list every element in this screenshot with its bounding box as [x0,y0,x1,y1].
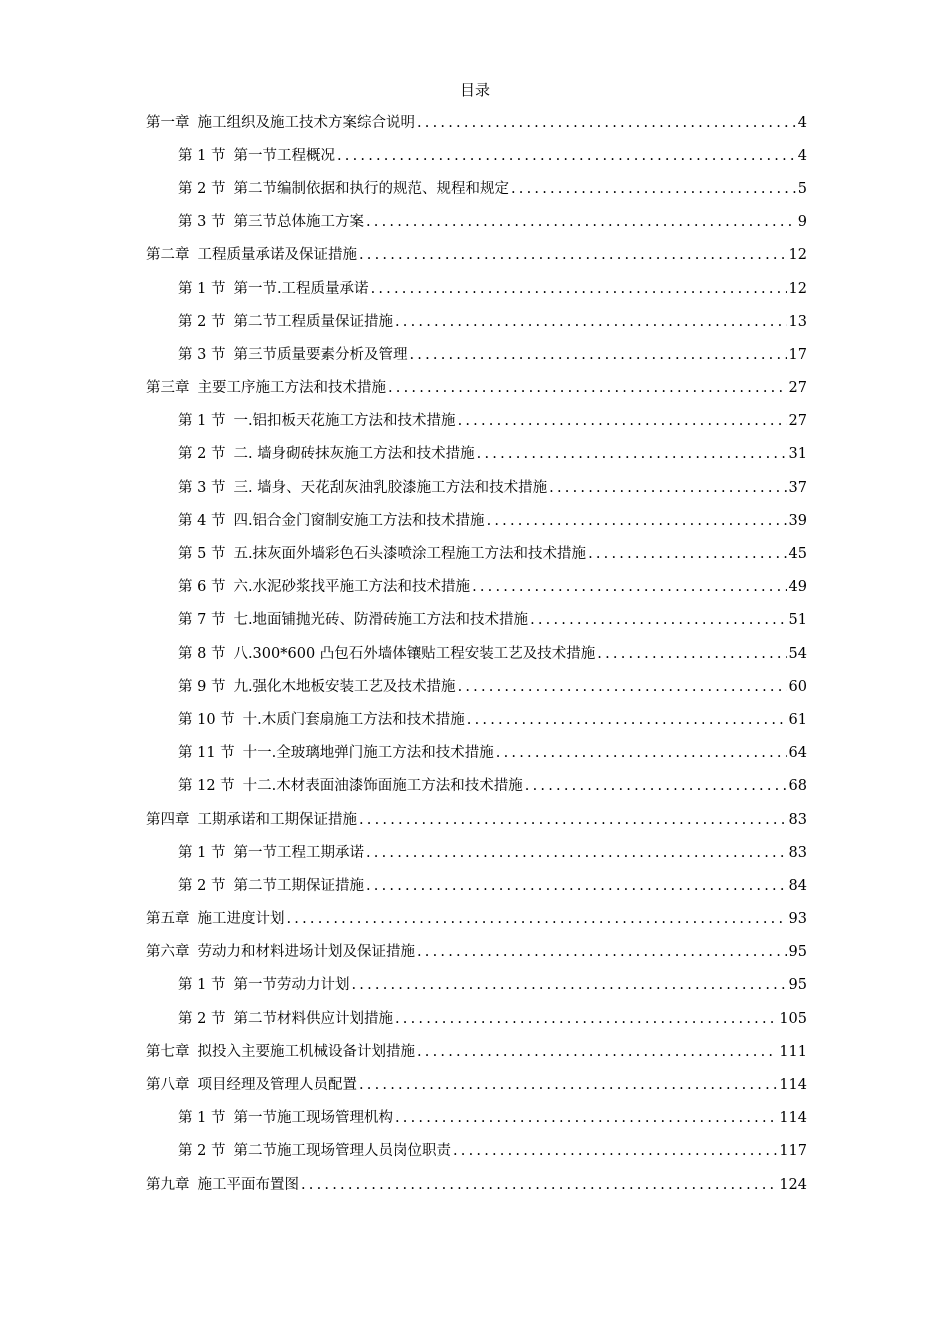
dot-leader [359,245,787,265]
toc-entry-title: 项目经理及管理人员配置 [197,1077,357,1094]
toc-entry-label: 第 2 节 [178,1143,226,1160]
toc-entry-label: 第 10 节 [178,711,235,728]
toc-section-entry[interactable] [0,504,950,537]
dot-leader [496,743,787,763]
toc-entry-label: 第 5 节 [178,546,226,563]
toc-entry-label: 第 9 节 [178,678,226,695]
dot-leader [453,1141,777,1161]
toc-section-entry[interactable] [0,1135,950,1168]
toc-chapter-entry[interactable] [0,239,950,272]
toc-entry-page-number: 84 [788,877,807,894]
dot-leader [371,279,787,299]
toc-entry-page-number: 5 [797,180,807,197]
toc-section-entry[interactable] [0,637,950,670]
toc-entry-label: 第七章 [146,1043,190,1060]
toc-entry-page-number: 111 [779,1043,807,1060]
toc-entry-title: 第二节工期保证措施 [233,877,364,894]
toc-entry-page-number: 49 [788,579,807,596]
toc-section-entry[interactable] [0,703,950,736]
toc-entry-label: 第 1 节 [178,147,226,164]
toc-entry-page-number: 68 [788,778,807,795]
toc-entry-label: 第 7 节 [178,612,226,629]
toc-entry-label: 第 1 节 [178,1110,226,1127]
dot-leader [301,1175,777,1195]
toc-section-entry[interactable] [0,670,950,703]
toc-section-entry[interactable] [0,1002,950,1035]
toc-entry-title: 十一.全玻璃地弹门施工方法和技术措施 [242,745,494,762]
dot-leader [395,1108,777,1128]
toc-entry-label: 第五章 [146,911,190,928]
toc-chapter-entry[interactable] [0,1035,950,1068]
toc-section-entry[interactable] [0,604,950,637]
toc-entry-title: 一.铝扣板天花施工方法和技术措施 [233,413,456,430]
toc-entry-label: 第三章 [146,380,190,397]
dot-leader [409,345,786,365]
toc-entry-title: 施工组织及施工技术方案综合说明 [197,114,415,131]
dot-leader [337,146,796,166]
toc-entry-label: 第 2 节 [178,1010,226,1027]
toc-entry-label: 第 1 节 [178,413,226,430]
toc-section-entry[interactable] [0,438,950,471]
toc-entry-page-number: 117 [779,1143,807,1160]
dot-leader [395,312,787,332]
toc-entry-page-number: 17 [788,346,807,363]
toc-entry-label: 第 3 节 [178,214,226,231]
toc-entry-label: 第 1 节 [178,977,226,994]
toc-entry-title: 第一节.工程质量承诺 [233,280,369,297]
toc-section-entry[interactable] [0,206,950,239]
toc-entry-label: 第四章 [146,811,190,828]
dot-leader [359,810,787,830]
toc-entry-title: 第一节工程工期承诺 [233,844,364,861]
dot-leader [287,909,787,929]
toc-entry-label: 第二章 [146,247,190,264]
toc-entry-page-number: 51 [788,612,807,629]
dot-leader [525,776,787,796]
toc-entry-page-number: 9 [797,214,807,231]
toc-entry-page-number: 93 [788,911,807,928]
toc-entry-page-number: 27 [788,380,807,397]
toc-entry-label: 第 12 节 [178,778,235,795]
toc-entry-page-number: 64 [788,745,807,762]
toc-entry-title: 九.强化木地板安装工艺及技术措施 [233,678,456,695]
toc-section-entry[interactable] [0,537,950,570]
toc-entry-title: 第三节质量要素分析及管理 [233,346,408,363]
toc-chapter-entry[interactable] [0,903,950,936]
toc-entry-title: 工期承诺和工期保证措施 [197,811,357,828]
toc-section-entry[interactable] [0,338,950,371]
toc-entry-label: 第一章 [146,114,190,131]
toc-entry-title: 第一节劳动力计划 [233,977,350,994]
dot-leader [458,677,787,697]
toc-entry-title: 第一节工程概况 [233,147,335,164]
toc-entry-title: 十二.木材表面油漆饰面施工方法和技术措施 [242,778,523,795]
toc-entry-title: 八.300*600 凸包石外墙体镶贴工程安装工艺及技术措施 [233,645,596,662]
toc-entry-page-number: 45 [788,546,807,563]
toc-entry-title: 主要工序施工方法和技术措施 [197,380,386,397]
toc-entry-page-number: 124 [779,1176,807,1193]
toc-section-entry[interactable] [0,272,950,305]
toc-entry-label: 第八章 [146,1077,190,1094]
toc-title: 目录 [459,81,490,99]
toc-entry-title: 第三节总体施工方案 [233,214,364,231]
toc-entry-title: 第二节施工现场管理人员岗位职责 [233,1143,451,1160]
toc-section-entry[interactable] [0,172,950,205]
toc-entry-page-number: 114 [779,1110,807,1127]
dot-leader [477,444,787,464]
toc-entry-label: 第 8 节 [178,645,226,662]
toc-section-entry[interactable] [0,405,950,438]
dot-leader [366,843,787,863]
dot-leader [467,710,787,730]
dot-leader [511,179,796,199]
toc-entry-page-number: 37 [788,479,807,496]
toc-entry-title: 劳动力和材料进场计划及保证措施 [197,944,415,961]
toc-entry-page-number: 61 [788,711,807,728]
dot-leader [359,1075,777,1095]
toc-entry-title: 第二节编制依据和执行的规范、规程和规定 [233,180,509,197]
toc-entry-title: 第一节施工现场管理机构 [233,1110,393,1127]
toc-entry-label: 第 1 节 [178,280,226,297]
dot-leader [366,876,787,896]
toc-chapter-entry[interactable] [0,803,950,836]
toc-list [0,106,950,1201]
toc-entry-label: 第 2 节 [178,877,226,894]
toc-entry-title: 第二节工程质量保证措施 [233,313,393,330]
toc-entry-page-number: 13 [788,313,807,330]
dot-leader [472,577,786,597]
toc-chapter-entry[interactable] [0,372,950,405]
toc-entry-page-number: 114 [779,1077,807,1094]
toc-entry-label: 第 3 节 [178,346,226,363]
toc-entry-title: 施工平面布置图 [197,1176,299,1193]
toc-entry-page-number: 105 [779,1010,807,1027]
toc-entry-title: 十.木质门套扇施工方法和技术措施 [242,711,465,728]
dot-leader [530,610,786,630]
toc-entry-label: 第 1 节 [178,844,226,861]
toc-entry-page-number: 4 [797,114,807,131]
toc-entry-title: 第二节材料供应计划措施 [233,1010,393,1027]
toc-entry-label: 第 11 节 [178,745,235,762]
dot-leader [395,1009,777,1029]
dot-leader [487,511,787,531]
toc-entry-page-number: 31 [788,446,807,463]
dot-leader [417,1042,777,1062]
toc-entry-label: 第 2 节 [178,180,226,197]
toc-chapter-entry[interactable] [0,106,950,139]
toc-entry-title: 六.水泥砂浆找平施工方法和技术措施 [233,579,471,596]
dot-leader [597,644,786,664]
toc-section-entry[interactable] [0,836,950,869]
toc-chapter-entry[interactable] [0,1068,950,1101]
toc-section-entry[interactable] [0,969,950,1002]
dot-leader [366,212,796,232]
toc-entry-label: 第 6 节 [178,579,226,596]
toc-entry-title: 四.铝合金门窗制安施工方法和技术措施 [233,512,485,529]
toc-entry-title: 二. 墙身砌砖抹灰施工方法和技术措施 [233,446,475,463]
toc-entry-page-number: 60 [788,678,807,695]
toc-entry-title: 施工进度计划 [197,911,285,928]
toc-section-entry[interactable] [0,869,950,902]
toc-chapter-entry[interactable] [0,936,950,969]
toc-entry-page-number: 12 [788,280,807,297]
toc-entry-page-number: 95 [788,944,807,961]
toc-section-entry[interactable] [0,139,950,172]
toc-entry-title: 三. 墙身、天花刮灰油乳胶漆施工方法和技术措施 [233,479,548,496]
toc-section-entry[interactable] [0,770,950,803]
toc-section-entry[interactable] [0,1102,950,1135]
toc-entry-page-number: 12 [788,247,807,264]
dot-leader [388,378,787,398]
toc-chapter-entry[interactable] [0,1168,950,1201]
toc-entry-page-number: 83 [788,811,807,828]
toc-entry-page-number: 54 [788,645,807,662]
toc-entry-label: 第 3 节 [178,479,226,496]
toc-section-entry[interactable] [0,471,950,504]
dot-leader [351,975,786,995]
toc-entry-label: 第 2 节 [178,446,226,463]
toc-entry-page-number: 27 [788,413,807,430]
toc-entry-label: 第 4 节 [178,512,226,529]
toc-entry-label: 第 2 节 [178,313,226,330]
toc-entry-page-number: 95 [788,977,807,994]
toc-entry-page-number: 83 [788,844,807,861]
toc-entry-title: 五.抹灰面外墙彩色石头漆喷涂工程施工方法和技术措施 [233,546,587,563]
dot-leader [417,113,796,133]
toc-section-entry[interactable] [0,737,950,770]
dot-leader [549,478,786,498]
toc-entry-title: 工程质量承诺及保证措施 [197,247,357,264]
toc-section-entry[interactable] [0,305,950,338]
dot-leader [588,544,786,564]
dot-leader [417,942,787,962]
toc-entry-title: 七.地面铺抛光砖、防滑砖施工方法和技术措施 [233,612,529,629]
dot-leader [458,411,787,431]
toc-entry-page-number: 4 [797,147,807,164]
toc-entry-title: 拟投入主要施工机械设备计划措施 [197,1043,415,1060]
toc-section-entry[interactable] [0,571,950,604]
toc-entry-label: 第六章 [146,944,190,961]
toc-entry-label: 第九章 [146,1176,190,1193]
toc-entry-page-number: 39 [788,512,807,529]
